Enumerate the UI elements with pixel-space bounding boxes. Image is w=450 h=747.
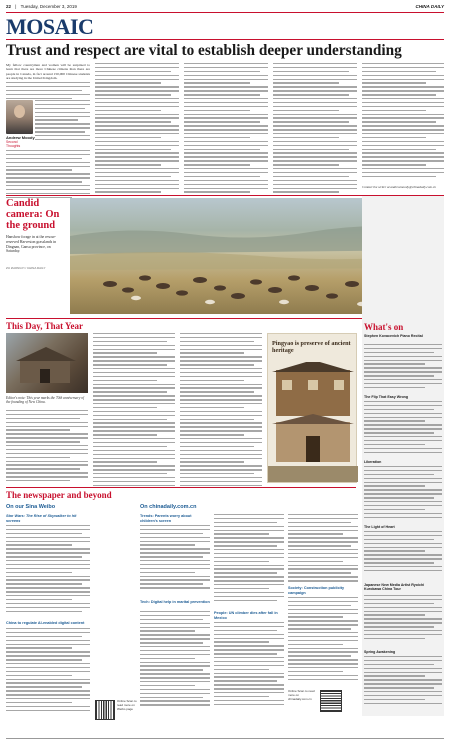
story-col-4-text [273,63,357,195]
this-day-col-1-text [6,410,88,484]
page-number: 22 [6,4,12,9]
trends-text [140,525,210,591]
weibo-section-title: On our Sina Weibo [6,504,56,510]
whats-on-col-b-text-3 [364,656,442,707]
story-col-5-text [362,63,444,180]
whats-on-item-2: The Flip That Easy Wrong [364,395,409,399]
this-day-photo-1 [6,333,88,393]
whats-on-col-b-item-1: The Light of Heart [364,525,395,529]
this-day-editor-note: Editor's note: This year marks the 70th anniversary of the founding of New China. [6,396,85,405]
story-contact: Contact the writer at andrewmoody@chinadaily.com.cn [362,185,436,189]
author-name: Andrew Moody [6,135,35,140]
whats-on-col-b-text-1 [364,531,442,574]
society-headline: Society: Construction publicity campaign [288,586,345,595]
page-date: Tuesday, December 3, 2019 [20,4,77,9]
main-headline: Trust and respect are vital to establish deeper understanding [6,42,402,59]
newspaper-beyond-rule [6,487,356,488]
this-day-col-3-text [180,333,262,489]
weibo-qr-caption: Online Scan to read more on Weibo page [117,699,137,711]
candid-camera-title: Candid camera: On the ground [6,198,60,231]
section-rule [6,39,444,40]
china-regulate-headline: China to regulate AI-enabled digital content [6,621,85,625]
site-col-3-text [214,514,284,603]
china-regulate-text [6,628,90,714]
whats-on-item-3-text [364,466,442,520]
page-header: 22 | Tuesday, December 3, 2019 CHINA DAILY [6,4,444,9]
people-headline: People: UN climber dies after fall in Mexico [214,611,278,620]
site-qr-code[interactable] [320,690,342,712]
this-day-title: This Day, That Year [6,321,84,331]
section-title: MOSAIC [6,14,94,39]
star-wars-headline: Star Wars: The Rise of Skywalker to hit screens [6,514,77,523]
candid-camera-caption: Hanshow forage in at the rescue-reserved Harveston grasslands in Dingnan, Gansu province, on Saturday. [6,235,57,254]
story-col-1b-text [35,100,90,143]
society-text [288,597,358,683]
story-col-1c-text [6,150,90,201]
author-column-name: Second Thoughts [6,140,21,148]
star-wars-text [6,525,90,614]
weibo-qr-code[interactable] [95,700,115,720]
pingyao-title: Pingyao is preserve of ancient heritage [272,340,351,354]
footer-rule [6,738,444,739]
whats-on-item-3: Liberation [364,460,382,464]
this-day-col-2-text [93,333,175,489]
whats-on-col-b-text-2 [364,595,442,642]
site-col-4-text [288,514,358,584]
whats-on-col-b-item-2: Japanese New Media Artist Ryoichi Kurokawa China Tour [364,583,425,592]
story-col-3-text [184,63,268,195]
people-text [214,622,284,708]
whats-on-col-b-item-3: Spring Awakening [364,650,396,654]
trends-headline: Trends: Parents worry about children's screen [140,514,192,523]
brand-name: CHINA DAILY [415,4,444,9]
site-qr-caption: Online Scan to read more on chinadaily.com.cn [288,689,315,701]
site-section-title: On chinadaily.com.cn [140,504,197,510]
story-col-2-text [95,63,179,195]
tech-headline: Tech: Digital help in marital prevention [140,600,210,604]
tech-text [140,611,210,708]
story-col-1-text [6,82,90,101]
pingyao-feature [267,333,357,483]
candid-camera-credit: ZU ZHONGYI / CHINA DAILY [6,266,46,270]
story-lead: My fellow countrymen and women will be surprised to learn that there are more Chinese citizens than there are people in Canada, in fact around 150,000 Chinese students are studying in the United Kingdom. [6,63,90,80]
newspaper-beyond-title: The newspaper and beyond [6,490,112,500]
whats-on-item-1-text [364,344,442,391]
whats-on-title: What's on [364,322,404,332]
whats-on-item-2-text [364,401,442,455]
whats-on-subtitle: Stephen Kovacevich Piano Recital [364,334,423,338]
header-rule [6,12,444,13]
author-photo [6,100,33,134]
